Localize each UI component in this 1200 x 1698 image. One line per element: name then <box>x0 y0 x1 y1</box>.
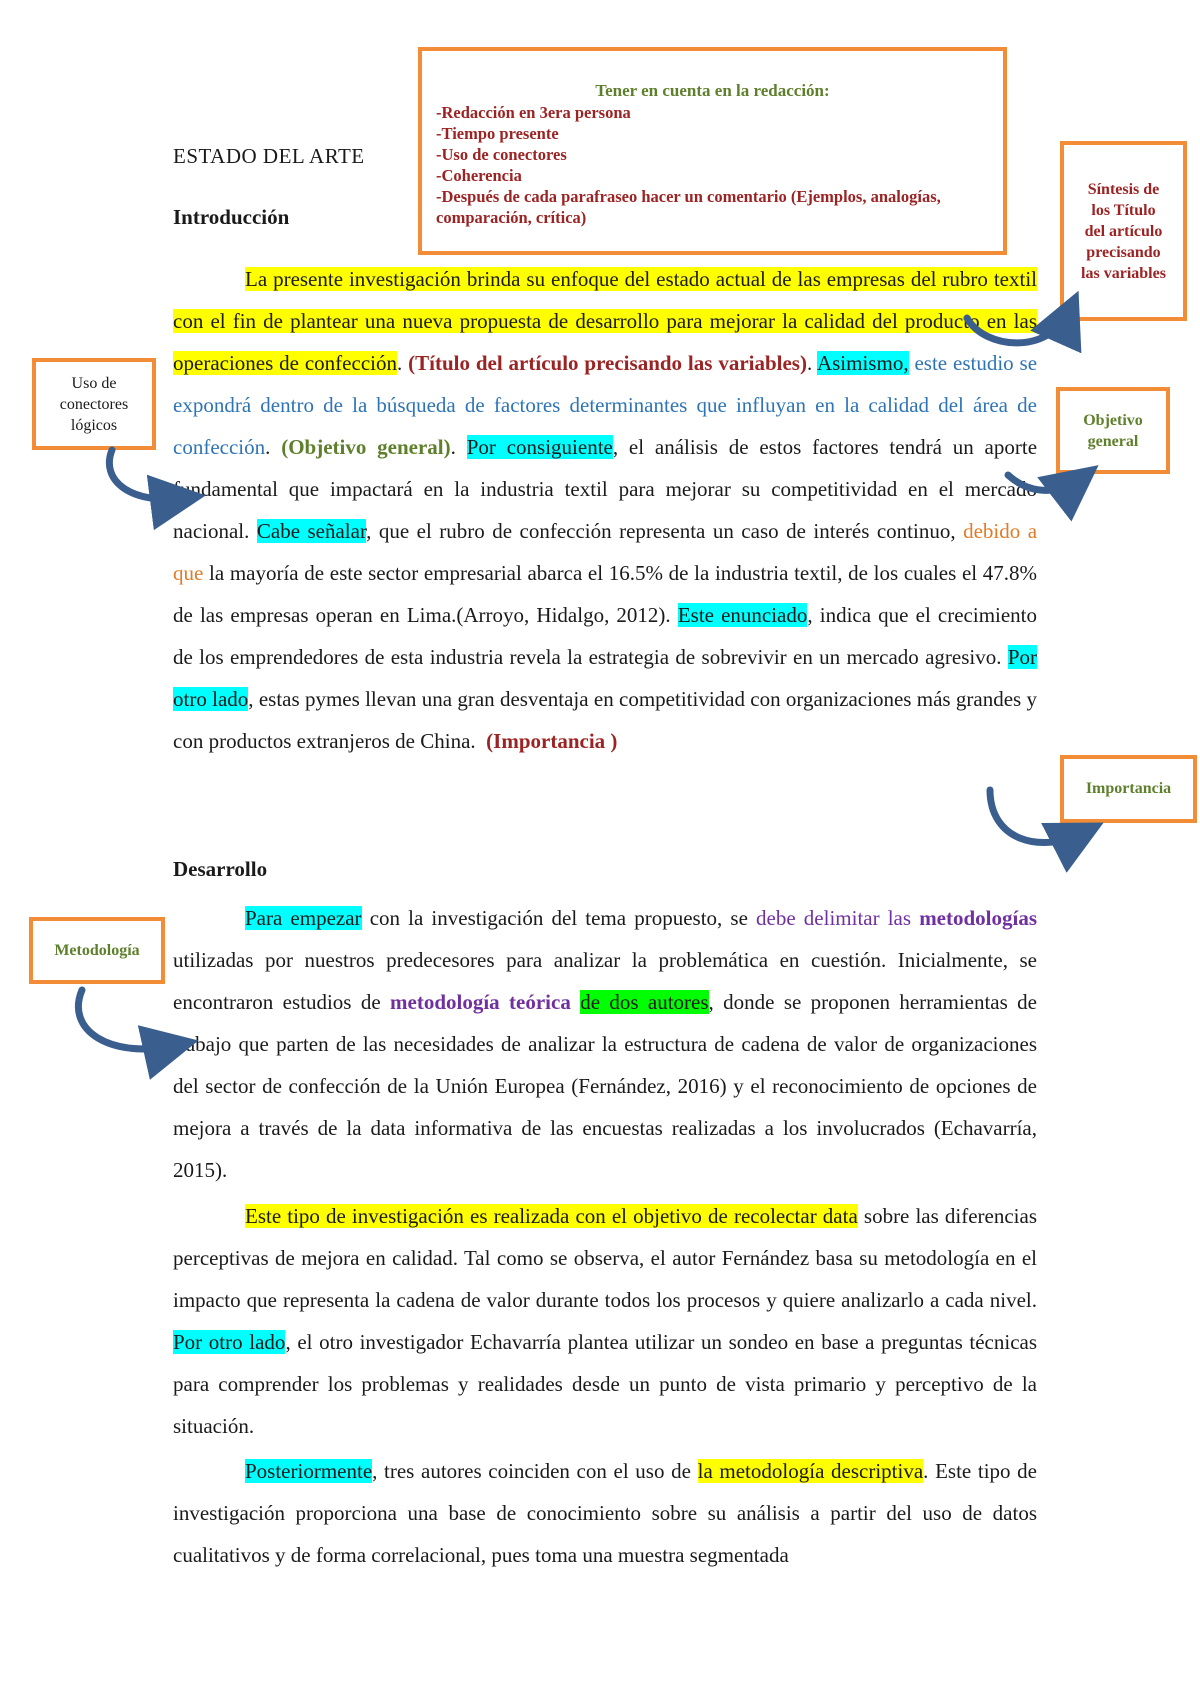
callout-line: precisando <box>1086 243 1161 261</box>
arrow-metodologia-icon <box>78 990 178 1049</box>
text-run: , estas pymes llevan una gran desventaja en competitividad con organizaciones más grandes y con productos extranjeros de China. <box>173 687 1038 753</box>
instructions-box <box>418 47 1007 255</box>
callout-objetivo <box>1056 387 1170 474</box>
callout-metodologia <box>29 917 165 984</box>
callout-line: lógicos <box>70 416 118 434</box>
tag-objetivo: (Objetivo general) <box>281 435 451 459</box>
callout-line: Objetivo <box>1083 411 1143 429</box>
text-run: , que el rubro de confección representa un caso de interés continuo, <box>366 519 956 543</box>
tag-importancia: (Importancia ) <box>486 729 618 753</box>
instructions-title: Tener en cuenta en la redacción: <box>595 81 830 100</box>
section-heading-desarrollo: Desarrollo <box>173 857 268 881</box>
instruction-item: -Coherencia <box>436 166 522 185</box>
callout-line: Importancia <box>1085 780 1172 797</box>
method-text: debe delimitar las <box>756 906 912 930</box>
callout-line: Síntesis de <box>1087 180 1160 198</box>
text-run: , indica que el crecimiento de los emprendedores de esta industria revela la estrategia de sobrevivir en un mercado agresivo. <box>173 603 1038 669</box>
objective-text: este estudio se expondrá dentro de la búsqueda de factores determinantes que influyan en la calidad del área de confección <box>173 351 1038 459</box>
highlight-yellow: Este tipo de investigación es realizada con el objetivo de recolectar data <box>245 1204 858 1228</box>
text-run: . <box>396 351 403 375</box>
text-run: , el análisis de estos factores tendrá un aporte fundamental que impactará en la industria textil para mejorar su competitividad en el mercado nacional. <box>173 435 1038 543</box>
paragraph-intro: La presente investigación brinda su enfoque del estado actual de las empresas del rubro textil con el fin de plantear una nueva propuesta de desarrollo para mejorar la calidad del producto en las operaciones de confección. (Título del artículo precisando las variables). Asimismo, este estudio se expondrá dentro de la búsqueda de factores determinantes que influyan en la calidad del área de confección. (Objetivo general). Por consiguiente, el análisis de estos factores tendrá un aporte fundamental que impactará en la industria textil para mejorar su competitividad en el mercado nacional. Cabe señalar, que el rubro de confección representa un caso de interés continuo, debido a que la mayoría de este sector empresarial abarca el 16.5% de la industria textil, de los cuales el 47.8% de las empresas operan en Lima.(Arroyo, Hidalgo, 2012). Este enunciado, indica que el crecimiento de los emprendedores de esta industria revela la estrategia de sobrevivir en un mercado agresivo. Por otro lado, estas pymes llevan una gran desventaja en competitividad con organizaciones más grandes y con productos extranjeros de China. (Importancia ) <box>173 267 1038 753</box>
text-run: , el otro investigador Echavarría plantea utilizar un sondeo en base a preguntas técnicas para comprender los problemas y realidades desde un punto de vista primario y perceptivo de la situación. <box>173 1330 1038 1438</box>
paragraph-desarrollo-3 <box>173 1450 1037 1576</box>
text-run: . Este tipo de investigación proporciona una base de conocimiento sobre su análisis a partir del uso de datos cualitativos y de forma correlacional, pues toma una muestra segmentada <box>173 1459 1037 1567</box>
highlight-title-sentence: La presente investigación brinda su enfoque del estado actual de las empresas del rubro textil con el fin de plantear una nueva propuesta de desarrollo para mejorar la calidad del producto en las operaciones de confección <box>173 267 1037 375</box>
callout-line: general <box>1087 432 1139 450</box>
method-keyword: metodologías <box>919 906 1038 930</box>
method-keyword: metodología teórica <box>390 990 571 1014</box>
connector-highlight: Asimismo, <box>816 351 909 375</box>
connector-highlight: Para empezar <box>245 906 362 930</box>
instruction-item: -Tiempo presente <box>436 124 559 143</box>
connector-highlight: Posteriormente <box>245 1459 373 1483</box>
callout-line: Uso de <box>71 374 117 392</box>
text-run: con la investigación del tema propuesto, se <box>369 906 748 930</box>
highlight-yellow: la metodología descriptiva <box>697 1459 924 1483</box>
connector-highlight: Cabe señalar <box>256 519 367 543</box>
text-run: , donde se proponen herramientas de trabajo que parten de las necesidades de analizar la estructura de cadena de valor de organizaciones del sector de confección de la Unión Europea (Fernández, 2016) y el reconocimiento de opciones de mejora a través de la data informativa de las encuestas realizadas a los involucrados (Echavarría, 2015). <box>173 990 1037 1182</box>
text-run: sobre las diferencias perceptivas de mejora en calidad. Tal como se observa, el autor Fernández basa su metodología en el impacto que representa la cadena de valor durante todos los procesos y quiere analizarlo a cada nivel. <box>173 1204 1038 1312</box>
text-run: , tres autores coinciden con el uso de <box>372 1459 691 1483</box>
text-run: la mayoría de este sector empresarial abarca el 16.5% de la industria textil, de los cuales el 47.8% de las empresas operan en Lima.(Arroyo, Hidalgo, 2012). <box>173 561 1038 627</box>
paragraph-desarrollo-1 <box>173 897 1037 1191</box>
callout-line: las variables <box>1081 264 1166 282</box>
callout-importancia <box>1060 755 1197 823</box>
callout-sintesis <box>1060 141 1187 321</box>
connector-highlight: Este enunciado <box>677 603 808 627</box>
callout-line: Metodología <box>54 941 140 959</box>
text-run: utilizadas por nuestros predecesores para analizar la problemática en cuestión. Inicialmente, se encontraron estudios de <box>173 948 1037 1014</box>
instruction-item: -Uso de conectores <box>436 145 567 164</box>
paragraph-desarrollo-2 <box>173 1195 1037 1447</box>
callout-line: los Título <box>1091 201 1156 219</box>
connector-highlight: Por otro lado <box>173 645 1037 711</box>
connector-orange: debido a que <box>173 519 1038 585</box>
section-heading-intro: Introducción <box>173 205 290 229</box>
callout-line: conectores <box>59 395 129 413</box>
instruction-item: -Después de cada parafraseo hacer un comentario (Ejemplos, analogías, comparación, crítica) <box>436 187 941 227</box>
tag-titulo: (Título del artículo precisando las variables) <box>408 351 807 375</box>
highlight-green: de dos autores <box>580 990 709 1014</box>
instruction-item: -Redacción en 3era persona <box>436 103 631 122</box>
connector-highlight: Por otro lado <box>173 1330 286 1354</box>
callout-conectores <box>32 358 156 450</box>
document-title: ESTADO DEL ARTE <box>173 144 365 168</box>
connector-highlight: Por consiguiente <box>466 435 613 459</box>
callout-line: del artículo <box>1084 222 1163 240</box>
